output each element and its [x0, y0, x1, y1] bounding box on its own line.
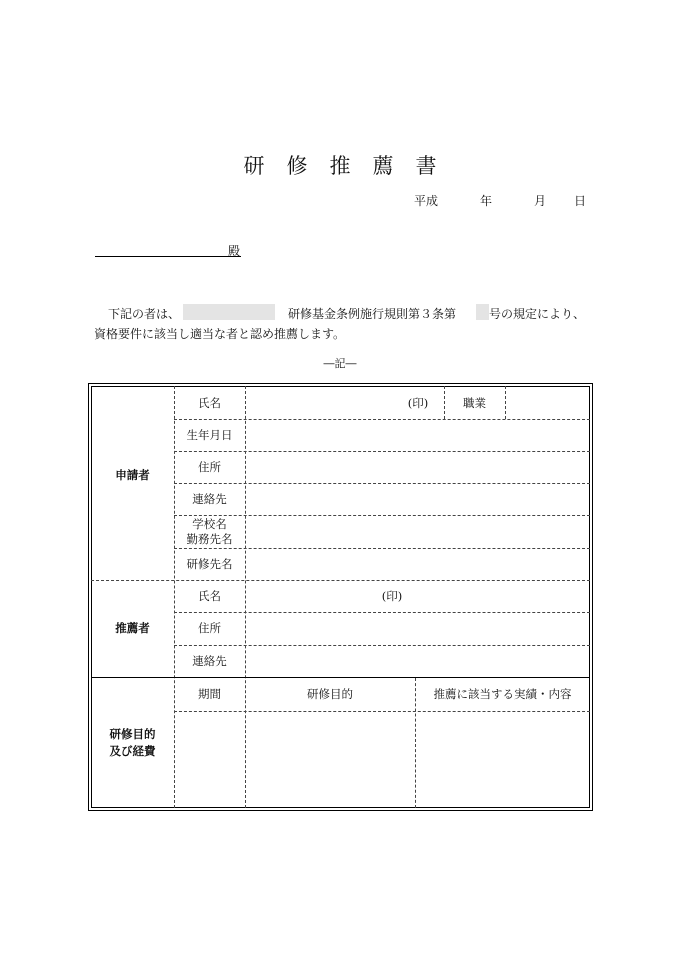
applicant-school-label-1: 学校名 — [192, 517, 227, 531]
table-hline — [174, 612, 590, 613]
redaction-block — [183, 304, 275, 320]
body-line-1-b: 研修基金条例施行規則第３条第 — [288, 307, 457, 321]
table-hline — [174, 451, 590, 452]
purpose-objective-header: 研修目的 — [307, 687, 353, 701]
applicant-contact-label: 連絡先 — [192, 492, 227, 506]
applicant-address-label: 住所 — [198, 460, 221, 474]
applicant-group-label: 申請者 — [115, 468, 150, 482]
table-hline — [174, 483, 590, 484]
table-hline — [174, 548, 590, 549]
body-line-1-c: 号の規定により、 — [489, 307, 586, 321]
date-era: 平成 — [414, 194, 439, 208]
recommender-name-label: 氏名 — [198, 589, 221, 603]
date-year: 年 — [480, 194, 493, 208]
table-hline — [174, 645, 590, 646]
applicant-birthdate-label: 生年月日 — [186, 428, 233, 442]
applicant-name-label: 氏名 — [198, 396, 221, 410]
recommender-contact-label: 連絡先 — [192, 654, 227, 668]
redaction-block — [476, 304, 489, 320]
table-hline — [174, 515, 590, 516]
purpose-period-header: 期間 — [198, 687, 221, 701]
purpose-group-label-1: 研修目的 — [109, 727, 156, 741]
recommender-seal: (印) — [381, 589, 403, 603]
applicant-seal: (印) — [407, 396, 429, 410]
body-line-1-a: 下記の者は、 — [108, 307, 181, 321]
table-vline — [245, 386, 246, 808]
applicant-training-place-label: 研修先名 — [186, 557, 233, 571]
body-line-2: 資格要件に該当し適当な者と認め推薦します。 — [94, 327, 346, 341]
applicant-school-label-2: 勤務先名 — [186, 532, 233, 546]
purpose-achievements-header: 推薦に該当する実績・内容 — [433, 687, 572, 701]
applicant-occupation-label: 職業 — [463, 396, 486, 410]
ki-heading: ―記― — [323, 357, 357, 370]
purpose-group-label-2: 及び経費 — [109, 744, 156, 758]
addressee-line — [95, 256, 241, 257]
table-vline — [505, 386, 506, 419]
recommender-group-label: 推薦者 — [115, 621, 150, 635]
date-day: 日 — [574, 194, 587, 208]
section-divider — [91, 677, 590, 678]
table-hline — [91, 580, 590, 581]
document-title: 研修推薦書 — [243, 154, 459, 178]
recommender-address-label: 住所 — [198, 621, 221, 635]
date-month: 月 — [534, 194, 547, 208]
table-hline — [174, 711, 590, 712]
addressee-suffix: 殿 — [228, 244, 241, 258]
table-hline — [174, 419, 590, 420]
